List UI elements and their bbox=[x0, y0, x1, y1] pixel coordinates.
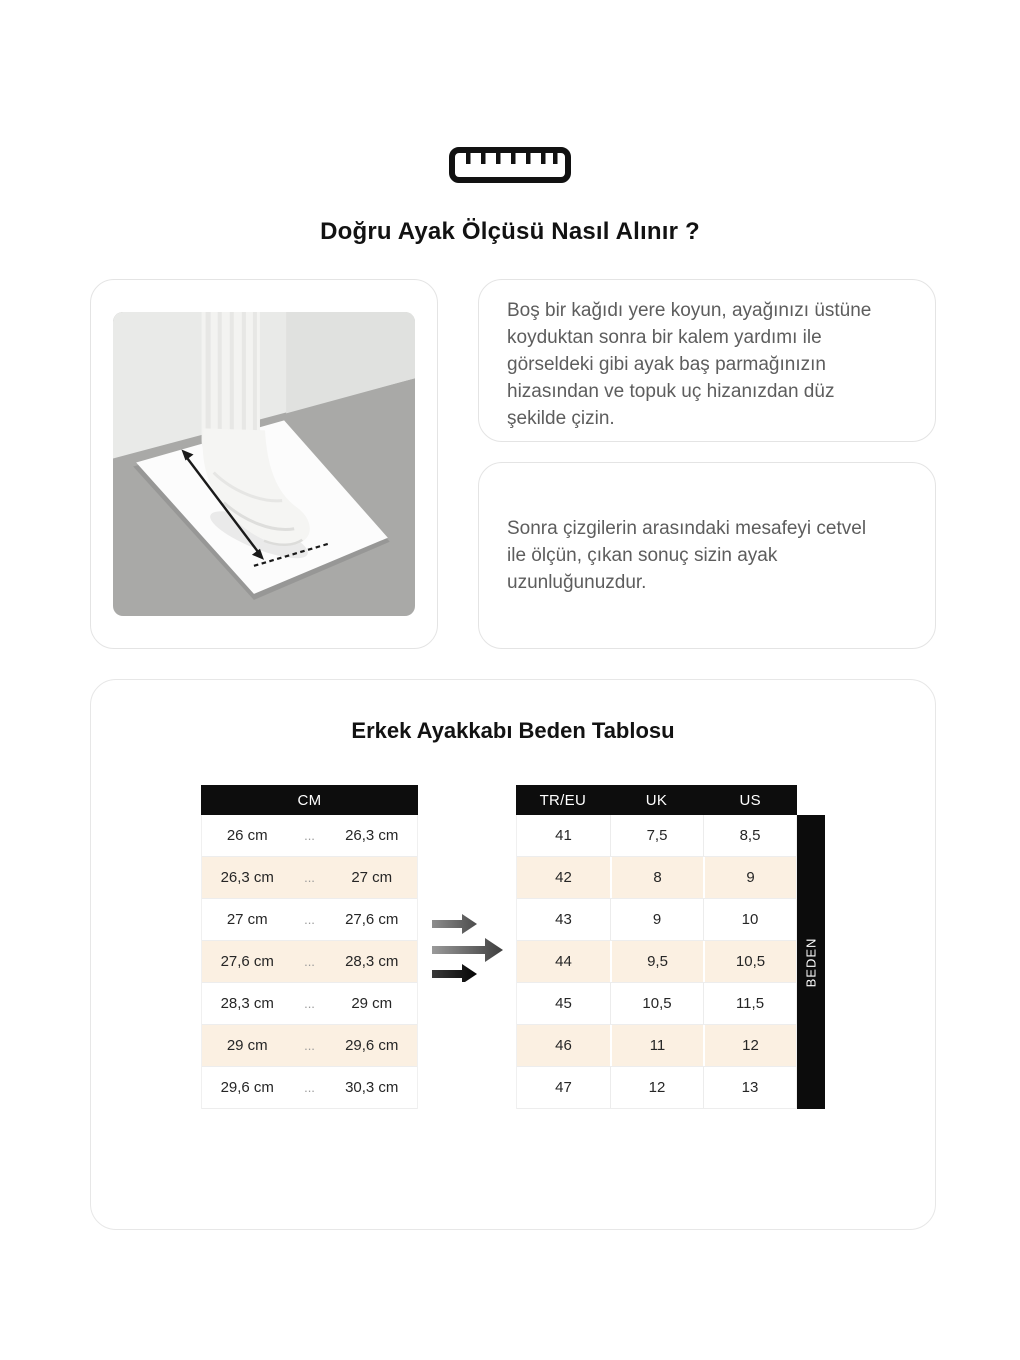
cm-from: 26 cm bbox=[226, 827, 268, 844]
beden-side-strip bbox=[797, 815, 825, 1109]
page-title: Doğru Ayak Ölçüsü Nasıl Alınır ? bbox=[320, 218, 700, 245]
size-us: 8,5 bbox=[703, 815, 796, 856]
cm-to: 27 cm bbox=[351, 869, 393, 886]
cm-to: 30,3 cm bbox=[345, 1079, 399, 1096]
col-header-uk: UK bbox=[645, 791, 668, 809]
size-us: 13 bbox=[703, 1067, 796, 1108]
size-us: 10,5 bbox=[703, 941, 796, 982]
international-size-block bbox=[516, 785, 825, 1109]
size-uk: 9,5 bbox=[610, 941, 703, 982]
size-treu: 46 bbox=[555, 1037, 572, 1054]
size-treu: 47 bbox=[555, 1079, 572, 1096]
table-row bbox=[202, 899, 417, 941]
measurement-photo-card bbox=[90, 279, 438, 649]
cm-to: 29,6 cm bbox=[345, 1037, 399, 1054]
cm-from: 29,6 cm bbox=[220, 1079, 274, 1096]
size-us: 11,5 bbox=[703, 983, 796, 1024]
howto-section bbox=[90, 279, 936, 649]
cm-from: 26,3 cm bbox=[220, 869, 274, 886]
table-row bbox=[202, 815, 417, 857]
size-uk: 12 bbox=[610, 1067, 703, 1108]
table-row bbox=[517, 1067, 796, 1109]
size-treu: 42 bbox=[555, 869, 572, 886]
range-dots: ... bbox=[304, 954, 315, 969]
range-dots: ... bbox=[304, 828, 315, 843]
table-row bbox=[202, 941, 417, 983]
cm-from: 27 cm bbox=[226, 911, 268, 928]
range-dots: ... bbox=[304, 1080, 315, 1095]
table-row bbox=[517, 941, 796, 983]
international-size-table bbox=[516, 785, 797, 1109]
range-dots: ... bbox=[304, 996, 315, 1011]
cm-to: 28,3 cm bbox=[345, 953, 399, 970]
ruler-icon bbox=[0, 0, 1020, 184]
size-tables bbox=[91, 785, 935, 1109]
table-row bbox=[517, 1025, 796, 1067]
table-row bbox=[517, 983, 796, 1025]
size-us: 9 bbox=[703, 857, 796, 898]
size-uk: 8 bbox=[610, 857, 703, 898]
cm-to: 27,6 cm bbox=[345, 911, 399, 928]
size-treu: 45 bbox=[555, 995, 572, 1012]
table-row bbox=[517, 899, 796, 941]
beden-label: BEDEN bbox=[803, 937, 819, 987]
cm-to: 26,3 cm bbox=[345, 827, 399, 844]
foot-measurement-photo bbox=[113, 312, 415, 616]
size-uk: 10,5 bbox=[610, 983, 703, 1024]
cm-table-body bbox=[201, 815, 418, 1109]
table-row bbox=[202, 1025, 417, 1067]
size-treu: 44 bbox=[555, 953, 572, 970]
table-row bbox=[202, 983, 417, 1025]
table-row bbox=[202, 857, 417, 899]
col-header-treu: TR/EU bbox=[539, 791, 587, 809]
col-header-us: US bbox=[739, 791, 761, 809]
table-row bbox=[202, 1067, 417, 1109]
instruction-step-2 bbox=[478, 462, 936, 649]
size-treu: 41 bbox=[555, 827, 572, 844]
international-size-header bbox=[516, 785, 797, 815]
range-dots: ... bbox=[304, 870, 315, 885]
size-treu: 43 bbox=[555, 911, 572, 928]
size-uk: 11 bbox=[610, 1025, 703, 1066]
size-chart-title: Erkek Ayakkabı Beden Tablosu bbox=[351, 718, 675, 743]
instruction-step-2-text: Sonra çizgilerin arasındaki mesafeyi cetvel ile ölçün, çıkan sonuç sizin ayak uzunluğunuzdur. bbox=[507, 518, 867, 593]
size-uk: 9 bbox=[610, 899, 703, 940]
size-us: 10 bbox=[703, 899, 796, 940]
instruction-step-1: Boş bir kağıdı yere koyun, ayağınızı üstüne koyduktan sonra bir kalem yardımı ile görseldeki gibi ayak baş parmağınızın hizasından ve topuk uç hizanızdan düz şekilde çizin. bbox=[478, 279, 936, 442]
table-row bbox=[517, 857, 796, 899]
instruction-steps bbox=[478, 279, 936, 649]
range-dots: ... bbox=[304, 1038, 315, 1053]
size-us: 12 bbox=[703, 1025, 796, 1066]
cm-to: 29 cm bbox=[351, 995, 393, 1012]
cm-from: 29 cm bbox=[226, 1037, 268, 1054]
cm-table-header: CM bbox=[201, 785, 418, 815]
size-chart-card bbox=[90, 679, 936, 1230]
cm-from: 28,3 cm bbox=[220, 995, 274, 1012]
cm-table bbox=[201, 785, 418, 1109]
table-row bbox=[517, 815, 796, 857]
range-dots: ... bbox=[304, 912, 315, 927]
size-uk: 7,5 bbox=[610, 815, 703, 856]
cm-from: 27,6 cm bbox=[220, 953, 274, 970]
international-size-body bbox=[516, 815, 797, 1109]
transfer-arrows-icon bbox=[418, 785, 516, 982]
